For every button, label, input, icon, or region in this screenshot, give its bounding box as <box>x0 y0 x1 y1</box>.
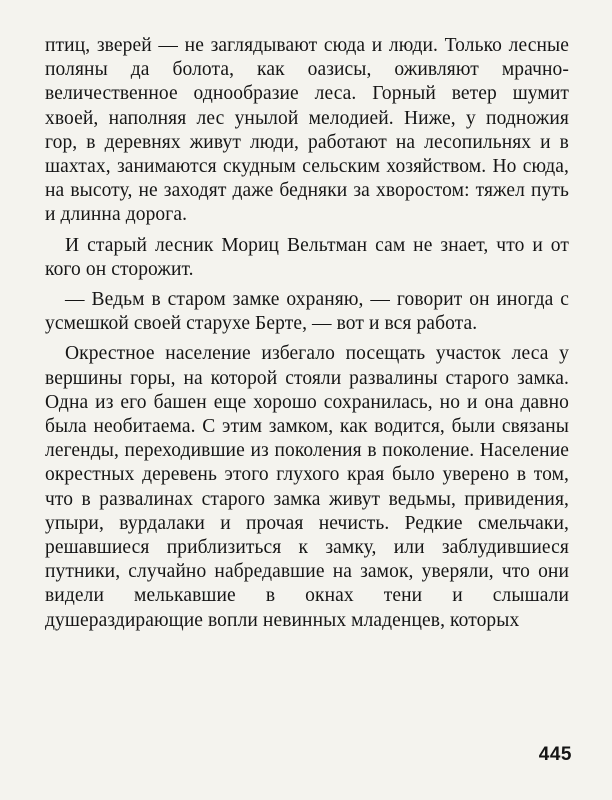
paragraph-forester: И старый лесник Мориц Вельтман сам не знает, что и от кого он сторожит. <box>45 234 569 280</box>
paragraph-castle-legends: Окрестное население избегало посещать участок леса у вершины горы, на которой стояли развалины старого замка. Одна из его башен еще хорошо сохранилась, но и она давно была необитаема. С этим замком, как водится, были связаны легенды, переходившие из поколения в поколение. Население окрестных деревень этого глухого края было уверено в том, что в развалинах старого замка живут ведьмы, привидения, упыри, вурдалаки и прочая нечисть. Редкие смельчаки, решавшиеся приблизиться к замку, или заблудившиеся путники, случайно набредавшие на замок, уверяли, что они видели мелькавшие в окнах тени и слышали душераздирающие вопли невинных младенцев, которых <box>45 343 569 631</box>
paragraph-forest-description: птиц, зверей — не заглядывают сюда и люди. Только лесные поляны да болота, как оазисы, оживляют мрачно-величественное однообразие леса. Горный ветер шумит хвоей, наполняя лес унылой мелодией. Ниже, у подножия гор, в деревнях живут люди, работают на лесопильнях и в шахтах, занимаются скудным сельским хозяйством. Но сюда, на высоту, не заходят даже бедняки за хворостом: тяжел путь и длинна дорога. <box>45 35 569 226</box>
page-number: 445 <box>538 744 572 765</box>
paragraph-forester-quote: — Ведьм в старом замке охраняю, — говорит он иногда с усмешкой своей старухе Берте, — вот и вся работа. <box>45 289 569 335</box>
